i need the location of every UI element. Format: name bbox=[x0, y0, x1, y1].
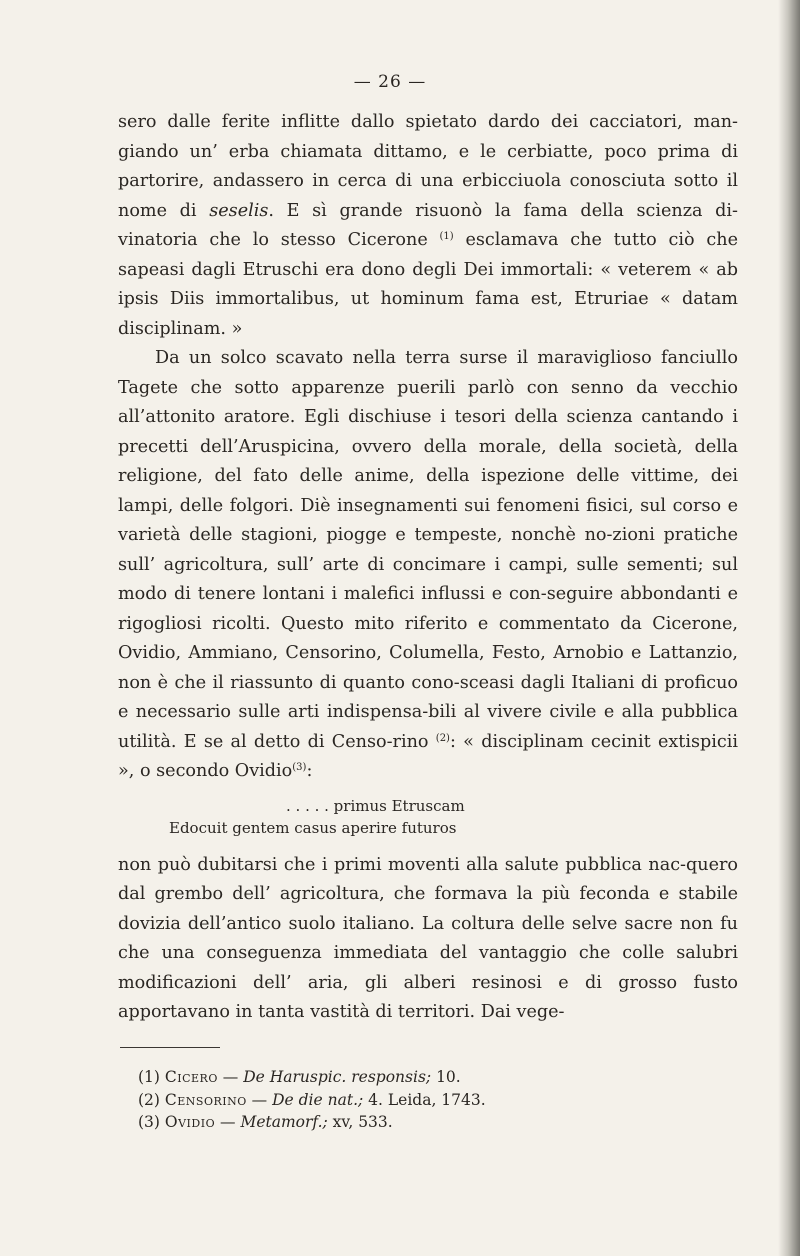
verse-quote bbox=[118, 795, 738, 839]
paragraph-1: sero dalle ferite inflitte dallo spietato dardo dei cacciatori, man-giando un’ erba chiamata dittamo, e le cerbiatte, poco prima di partorire, andassero in cerca di una erbicciuola conosciuta sotto il nome di seselis. E sì grande risuonò la fama della scienza di-vinatoria che lo stesso Cicerone $^{(1)}$ esclamava che tutto ciò che sapeasi dagli Etruschi era dono degli Dei immortali: « veterem « ab ipsis Diis immortalibus, ut hominum fama est, Etruriae « datam disciplinam. » bbox=[118, 112, 738, 339]
quote-line-1: . . . . . primus Etruscam bbox=[286, 796, 465, 815]
paragraph-2: Da un solco scavato nella terra surse il maraviglioso fanciullo Tagete che sotto apparenze puerili parlò con senno da vecchio all’attonito aratore. Egli dischiuse i tesori della scienza cantando i precetti dell’Aruspicina, ovvero della morale, della società, della religione, del fato delle anime, della ispezione delle vittime, dei lampi, delle folgori. Diè insegnamenti sui fenomeni fisici, sul corso e varietà delle stagioni, piogge e tempeste, nonchè no-zioni pratiche sull’ agricoltura, sull’ arte di concimare i campi, sulle sementi; sul modo di tenere lontani i malefici influssi e con-seguire abbondanti e rigogliosi ricolti. Questo mito riferito e commentato da Cicerone, Ovidio, Ammiano, Censorino, Columella, Festo, Arnobio e Lattanzio, non è che il riassunto di quanto cono-sceasi dagli Italiani di proficuo e necessario sulle arti indispensa-bili al vivere civile e alla pubblica utilità. E se al detto di Censo-rino $^{(2)}$: « disciplinam cecinit extispicii », o secondo Ovidio$^{(3)}$: bbox=[118, 348, 739, 781]
footnote-1: (1) Cicero — De Haruspic. responsis; 10. bbox=[138, 1068, 461, 1086]
page-number: — 26 — bbox=[353, 72, 427, 92]
footnote-ref-1[interactable]: (1) bbox=[439, 231, 454, 242]
quote-line-2: Edocuit gentem casus aperire futuros bbox=[169, 818, 457, 837]
paragraph-3: non può dubitarsi che i primi moventi alla salute pubblica nac-quero dal grembo dell’ agricoltura, che formava la più feconda e stabile dovizia dell’antico suolo italiano. La coltura delle selve sacre non fu che una conseguenza immediata del vantaggio che colle salubri modificazioni dell’ aria, gli alberi resinosi e di grosso fusto apportavano in tanta vastità di territori. Dai vege- bbox=[118, 854, 738, 1022]
page-edge-shadow bbox=[778, 0, 800, 1256]
footnote-ref-2[interactable]: (2) bbox=[435, 732, 450, 744]
footnote-ref-3[interactable]: (3) bbox=[292, 762, 307, 773]
body-text bbox=[118, 108, 738, 1028]
footnotes bbox=[138, 1066, 698, 1134]
footnote-3: (3) Ovidio — Metamorf.; xv, 533. bbox=[138, 1113, 393, 1131]
emphasis-seselis: seselis bbox=[209, 200, 269, 221]
footnote-rule bbox=[120, 1047, 220, 1048]
footnote-2: (2) Censorino — De die nat.; 4. Leida, 1743. bbox=[138, 1090, 486, 1109]
